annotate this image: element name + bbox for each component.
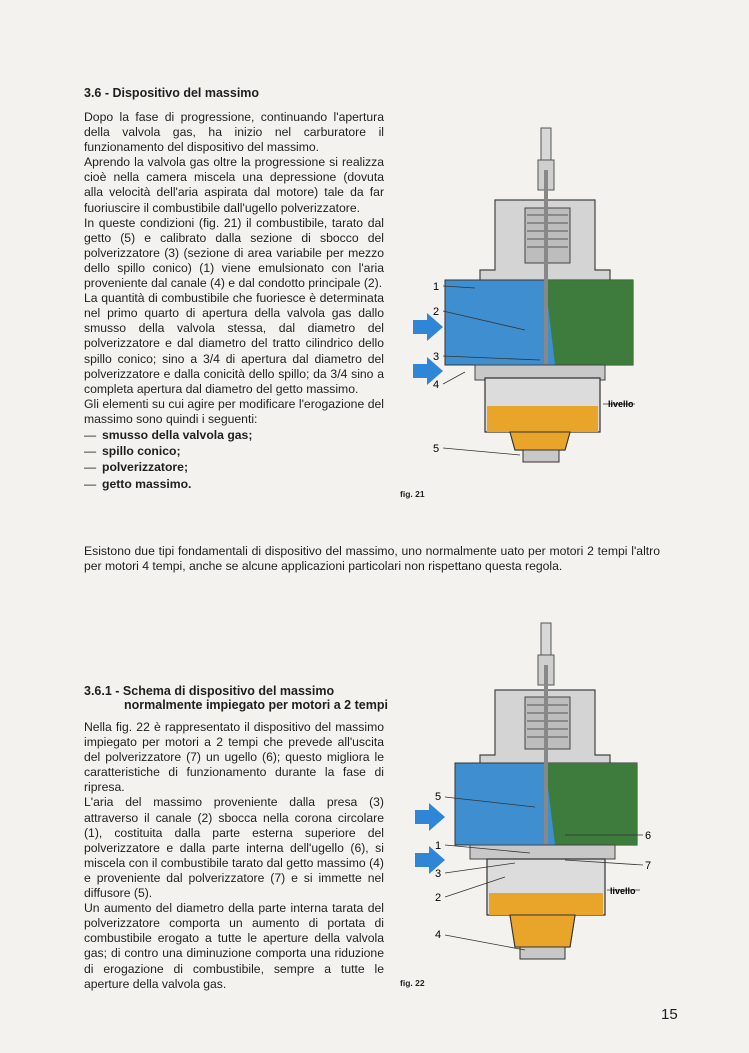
paragraph: L'aria del massimo proveniente dalla presa (3) attraverso il canale (2) sbocca nella corona circolare (1), costituita dalla parte esterna superiore del polverizzatore e dalla parte interna dell'ugello (6), si miscela con il combustibile tarato dal getto massimo (4) e proveniente dal polverizzatore (7) e si immette nel diffusore (5).: [84, 795, 384, 901]
carburetor-diagram-fig22: [405, 615, 655, 980]
paragraph: Dopo la fase di progressione, continuando l'apertura della valvola gas, ha inizio nel carburatore il funzionamento del dispositivo del massimo.: [84, 110, 384, 155]
figure-caption-22: fig. 22: [400, 978, 425, 988]
page-number: 15: [661, 1006, 678, 1023]
label-3: 3: [435, 868, 442, 880]
section-title-3-6-1: 3.6.1 - Schema di dispositivo del massimo normalmente impiegato per motori a 2 tempi: [84, 684, 388, 712]
list-item: — spillo conico;: [84, 444, 181, 459]
closing-paragraph: Esistono due tipi fondamentali di dispositivo del massimo, uno normalmente uato per motori 2 tempi l'altro per motori 4 tempi, anche se alcune applicazioni particolari non rispettano questa regola.: [84, 544, 660, 574]
label-4: 4: [435, 929, 442, 941]
adjustment-list: [84, 427, 384, 492]
paragraph: Aprendo la valvola gas oltre la progressione si realizza cioè nella camera miscela una depressione (dovuta alla velocità dell'aria aspirata dal motore) tale da far fuoriuscire il combustibile dall'ugello polverizzatore.: [84, 155, 384, 215]
list-item: — polverizzatore;: [84, 460, 189, 475]
section-3-6-body: [84, 110, 384, 492]
label-5: 5: [435, 791, 442, 803]
label-6: 6: [645, 830, 652, 842]
paragraph: La quantità di combustibile che fuoriesce è determinata nel primo quarto di apertura della valvola gas dallo smusso della valvola stessa, dal diametro del polverizzatore e dal diametro del tratto cilindrico dello spillo conico; sino a 3/4 di apertura dal diametro del polverizzatore e dalla conicità dello spillo; da 3/4 sino a completa apertura dal diametro del getto massimo.: [84, 291, 384, 396]
label-3: 3: [433, 351, 440, 363]
label-2: 2: [435, 892, 442, 904]
figure-caption-21: fig. 21: [400, 489, 425, 499]
level-label: livello: [608, 399, 634, 409]
label-5: 5: [433, 443, 440, 455]
list-item: — smusso della valvola gas;: [84, 427, 253, 442]
label-1: 1: [435, 840, 442, 852]
list-item: — getto massimo.: [84, 476, 192, 491]
label-1: 1: [433, 281, 440, 293]
label-7: 7: [645, 860, 652, 872]
paragraph: Un aumento del diametro della parte interna tarata del polverizzatore comporta un aumento di portata di combustibile erogato a tutte le aperture della valvola gas; di contro una diminuzione comporta una riduzione di erogazione di combustibile, sempre a tutte le aperture della valvola gas.: [84, 901, 384, 991]
section-title-3-6: 3.6 - Dispositivo del massimo: [84, 86, 260, 100]
paragraph: In queste condizioni (fig. 21) il combustibile, tarato dal getto (5) e calibrato dalla sezione di sbocco del polverizzatore (3) (sezione di area variabile per mezzo dello spillo conico) (1) viene emulsionato con l'aria proveniente dal canale (4) e dal condotto principale (2).: [84, 215, 384, 291]
label-4: 4: [433, 379, 440, 391]
carburetor-diagram-fig21: [405, 120, 645, 490]
section-3-6-1-body: [84, 720, 384, 992]
paragraph: Nella fig. 22 è rappresentato il dispositivo del massimo impiegato per motori a 2 tempi che prevede all'uscita del polverizzatore (7) un ugello (6); questo migliora le caratteristiche di funzionamento durante la fase di ripresa.: [84, 720, 384, 795]
level-label: livello: [610, 886, 636, 896]
paragraph: Gli elementi su cui agire per modificare l'erogazione del massimo sono quindi i seguenti:: [84, 396, 384, 426]
label-2: 2: [433, 306, 440, 318]
